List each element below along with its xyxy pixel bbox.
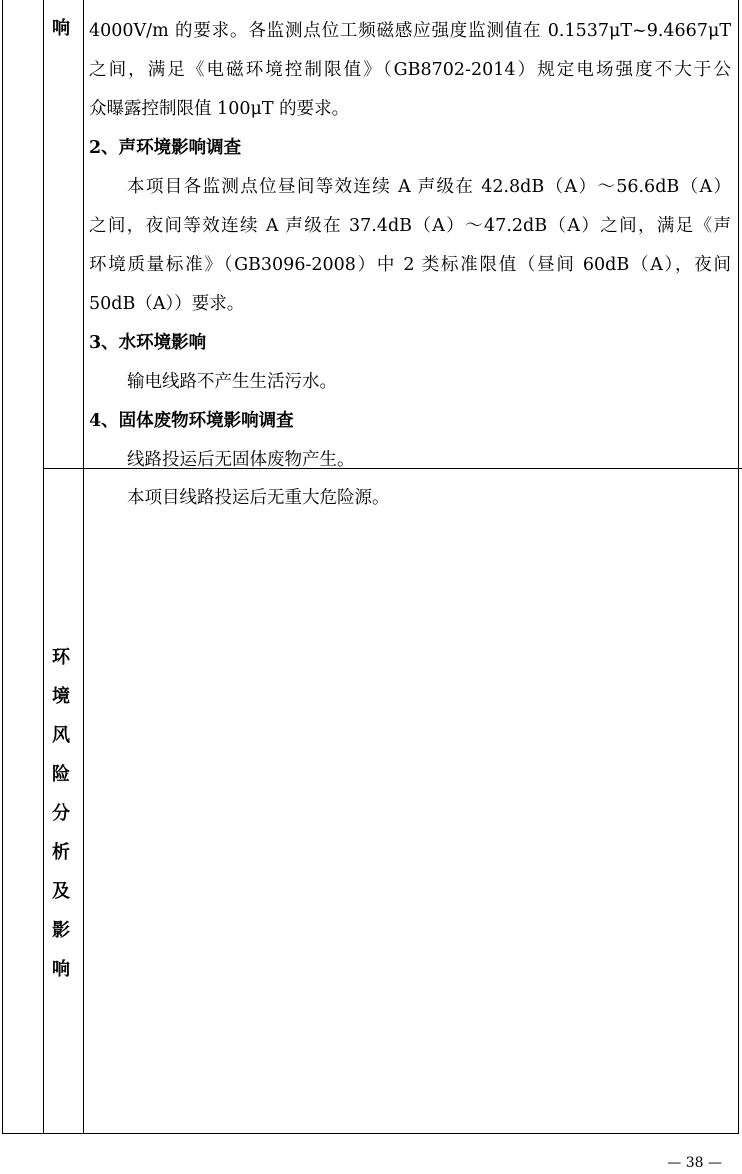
label-char: 环	[52, 647, 70, 668]
page-number: — 38 —	[667, 1155, 722, 1171]
paragraph-line: 本项目各监测点位昼间等效连续 A 声级在 42.8dB（A）～56.6dB（A）	[127, 177, 731, 197]
paragraph-line: 之间，夜间等效连续 A 声级在 37.4dB（A）～47.2dB（A）之间，满足《声	[89, 216, 731, 236]
paragraph-line: 输电线路不产生生活污水。	[127, 372, 337, 392]
column-divider-left	[43, 0, 44, 1134]
section-label-risk	[46, 638, 76, 989]
label-char: 响	[52, 959, 70, 980]
column-divider-right	[83, 0, 84, 1134]
paragraph-line: 线路投运后无固体废物产生。	[127, 450, 355, 470]
risk-analysis-text: 本项目线路投运后无重大危险源。	[127, 488, 390, 508]
label-char: 分	[52, 803, 70, 824]
section-heading-noise: 2、声环境影响调查	[89, 138, 242, 158]
section-heading-solid-waste: 4、固体废物环境影响调查	[89, 411, 294, 431]
paragraph-line: 4000V/m 的要求。各监测点位工频磁感应强度监测值在 0.1537μT~9.4667μT	[89, 21, 731, 41]
label-char: 析	[52, 842, 70, 863]
label-char: 影	[52, 920, 70, 941]
label-char: 境	[52, 686, 70, 707]
paragraph-line: 50dB（A））要求。	[89, 294, 245, 314]
section-heading-water: 3、水环境影响	[89, 333, 207, 353]
section-label-top: 响	[52, 18, 70, 39]
label-char: 及	[52, 881, 70, 902]
paragraph-line: 环境质量标准》（GB3096-2008）中 2 类标准限值（昼间 60dB（A），夜间	[89, 255, 731, 275]
label-char: 险	[52, 764, 70, 785]
label-char: 风	[52, 725, 70, 746]
paragraph-line: 众曝露控制限值 100μT 的要求。	[89, 99, 350, 119]
impact-content	[89, 12, 731, 480]
paragraph-line: 之间，满足《电磁环境控制限值》（GB8702-2014）规定电场强度不大于公	[89, 60, 731, 80]
